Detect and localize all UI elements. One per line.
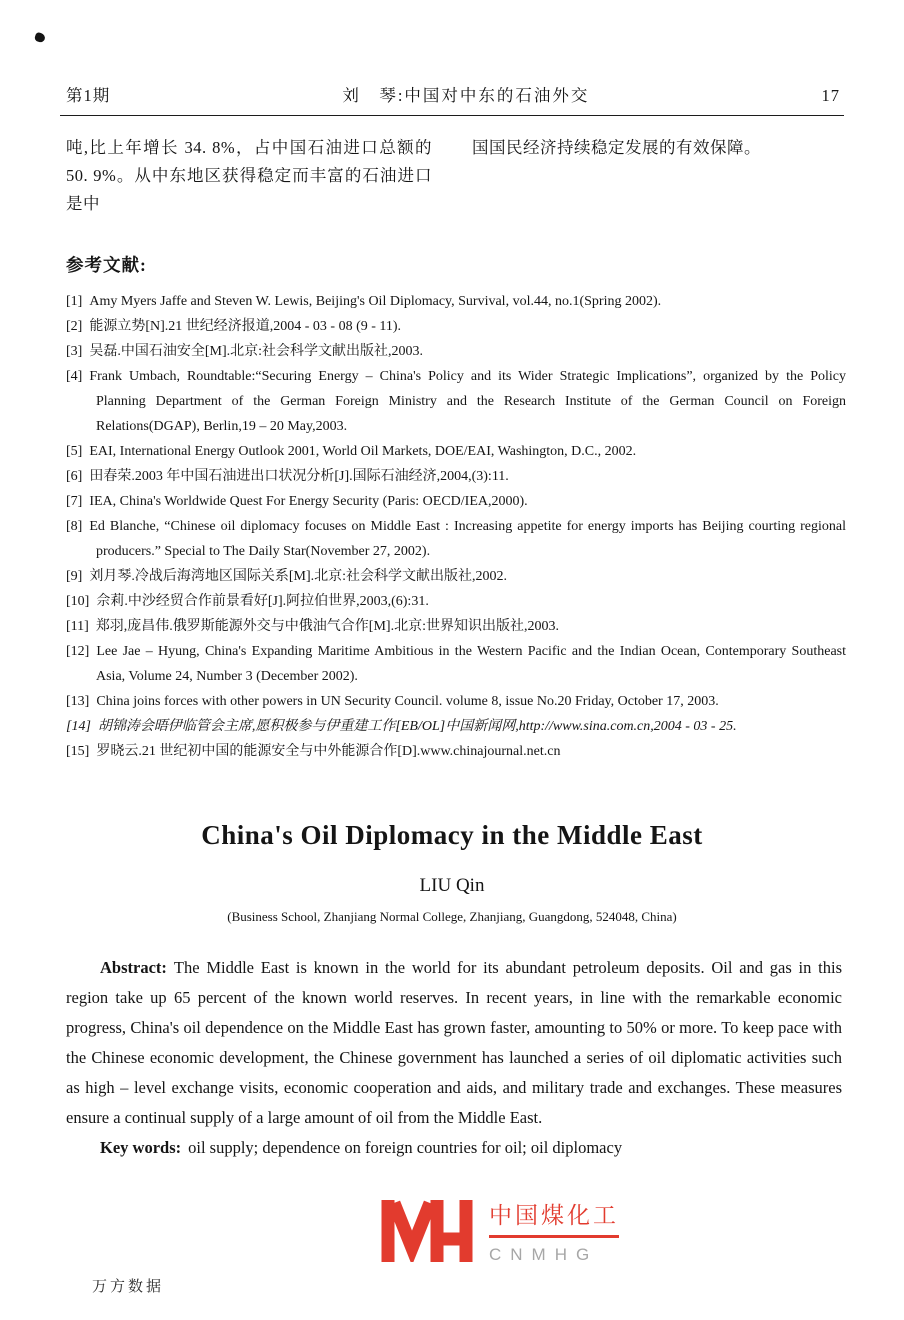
reference-label: [12] [66, 644, 90, 659]
reference-item [66, 489, 846, 514]
reference-item [66, 589, 846, 614]
cnmhg-logo-text [489, 1197, 619, 1265]
cnmhg-logo [270, 1197, 730, 1265]
reference-text: Lee Jae – Hyung, China's Expanding Maritime Ambitious in the Western Pacific and the Indian Ocean, Contemporary Southeast Asia, Volume 24, Number 3 (December 2002). [96, 644, 846, 684]
reference-item [66, 564, 846, 589]
wanfang-watermark: 万方数据 [92, 1279, 165, 1295]
references-list [66, 289, 846, 764]
header-rule [60, 115, 844, 116]
reference-text: 田春荣.2003 年中国石油进出口状况分析[J].国际石油经济,2004,(3):11. [89, 469, 509, 484]
reference-item [66, 514, 846, 564]
running-title: 刘 琴:中国对中东的石油外交 [342, 86, 590, 105]
body-text-right-column: 国国民经济持续稳定发展的有效保障。 [472, 138, 761, 157]
reference-label: [5] [66, 444, 83, 459]
reference-label: [13] [66, 694, 90, 709]
keywords-line [66, 1133, 842, 1163]
reference-item [66, 739, 846, 764]
reference-label: [2] [66, 319, 83, 334]
logo-latin-name: CNMHG [489, 1245, 599, 1264]
scan-artifact [34, 32, 46, 44]
page-header [66, 82, 840, 106]
reference-item [66, 364, 846, 439]
reference-label: [11] [66, 619, 89, 634]
body-text-columns [66, 134, 838, 218]
reference-label: [9] [66, 569, 83, 584]
reference-text: 吴磊.中国石油安全[M].北京:社会科学文献出版社,2003. [89, 344, 423, 359]
reference-text: 能源立势[N].21 世纪经济报道,2004 - 03 - 08 (9 - 11). [89, 319, 402, 334]
reference-item [66, 289, 846, 314]
abstract-label: Abstract: [100, 958, 167, 977]
reference-text: 罗晓云.21 世纪初中国的能源安全与中外能源合作[D].www.chinajournal.net.cn [96, 744, 561, 759]
body-text-left-column: 吨,比上年增长 34. 8%，占中国石油进口总额的 50. 9%。从中东地区获得稳定而丰富的石油进口是中 [66, 138, 432, 213]
reference-text: IEA, China's Worldwide Quest For Energy Security (Paris: OECD/IEA,2000). [89, 494, 528, 509]
reference-label: [7] [66, 494, 83, 509]
reference-text: 胡锦涛会晤伊临管会主席,愿积极参与伊重建工作[EB/OL]中国新闻网,http://www.sina.com.cn,2004 - 03 - 25. [97, 719, 737, 734]
reference-label: [3] [66, 344, 83, 359]
reference-item [66, 639, 846, 689]
reference-item [66, 464, 846, 489]
reference-text: 郑羽,庞昌伟.俄罗斯能源外交与中俄油气合作[M].北京:世界知识出版社,2003. [95, 619, 559, 634]
reference-item [66, 714, 846, 739]
references-heading: 参考文献: [66, 255, 147, 275]
reference-label: [10] [66, 594, 90, 609]
logo-chinese-name: 中国煤化工 [489, 1197, 619, 1238]
reference-item [66, 314, 846, 339]
reference-label: [15] [66, 744, 90, 759]
reference-text: EAI, International Energy Outlook 2001, World Oil Markets, DOE/EAI, Washington, D.C., 2002. [89, 444, 637, 459]
reference-item [66, 439, 846, 464]
abstract-text: The Middle East is known in the world for its abundant petroleum deposits. Oil and gas in this region take up 65 percent of the known world reserves. In recent years, in line with the remarkable economic progress, China's oil dependence on the Middle East has grown faster, amounting to 50% or more. To keep pace with the Chinese economic development, the Chinese government has launched a series of oil diplomatic activities such as high – level exchange visits, economic cooperation and aids, and military trade and exchanges. These measures ensure a continual supply of a large amount of oil from the Middle East. [66, 958, 842, 1127]
reference-item [66, 614, 846, 639]
reference-item [66, 339, 846, 364]
reference-label: [4] [66, 369, 83, 384]
page-number: 17 [821, 86, 840, 105]
reference-label: [6] [66, 469, 83, 484]
reference-label: [1] [66, 294, 83, 309]
reference-label: [8] [66, 519, 83, 534]
reference-text: Frank Umbach, Roundtable:“Securing Energy – China's Policy and its Wider Strategic Implications”, organized by the Policy Planning Department of the German Foreign Ministry and the Research Institute of the German Council on Foreign Relations(DGAP), Berlin,19 – 20 May,2003. [89, 369, 846, 434]
cnmhg-logo-icon [381, 1200, 473, 1262]
reference-text: Ed Blanche, “Chinese oil diplomacy focuses on Middle East : Increasing appetite for energy imports has Beijing courting regional producers.” Special to The Daily Star(November 27, 2002). [89, 519, 846, 559]
keywords-label: Key words: [100, 1138, 182, 1157]
english-author: LIU Qin [419, 875, 485, 896]
english-affiliation: (Business School, Zhanjiang Normal College, Zhanjiang, Guangdong, 524048, China) [227, 909, 677, 924]
keywords-text: oil supply; dependence on foreign countries for oil; oil diplomacy [188, 1138, 623, 1157]
reference-text: Amy Myers Jaffe and Steven W. Lewis, Beijing's Oil Diplomacy, Survival, vol.44, no.1(Spring 2002). [89, 294, 662, 309]
reference-text: 刘月琴.冷战后海湾地区国际关系[M].北京:社会科学文献出版社,2002. [89, 569, 507, 584]
english-title: China's Oil Diplomacy in the Middle East [201, 820, 703, 850]
issue-label: 第1期 [66, 86, 111, 105]
reference-item [66, 689, 846, 714]
abstract-paragraph [66, 953, 842, 1133]
reference-label: [14] [66, 719, 91, 734]
reference-text: China joins forces with other powers in UN Security Council. volume 8, issue No.20 Friday, October 17, 2003. [96, 694, 719, 709]
reference-text: 佘莉.中沙经贸合作前景看好[J].阿拉伯世界,2003,(6):31. [96, 594, 429, 609]
